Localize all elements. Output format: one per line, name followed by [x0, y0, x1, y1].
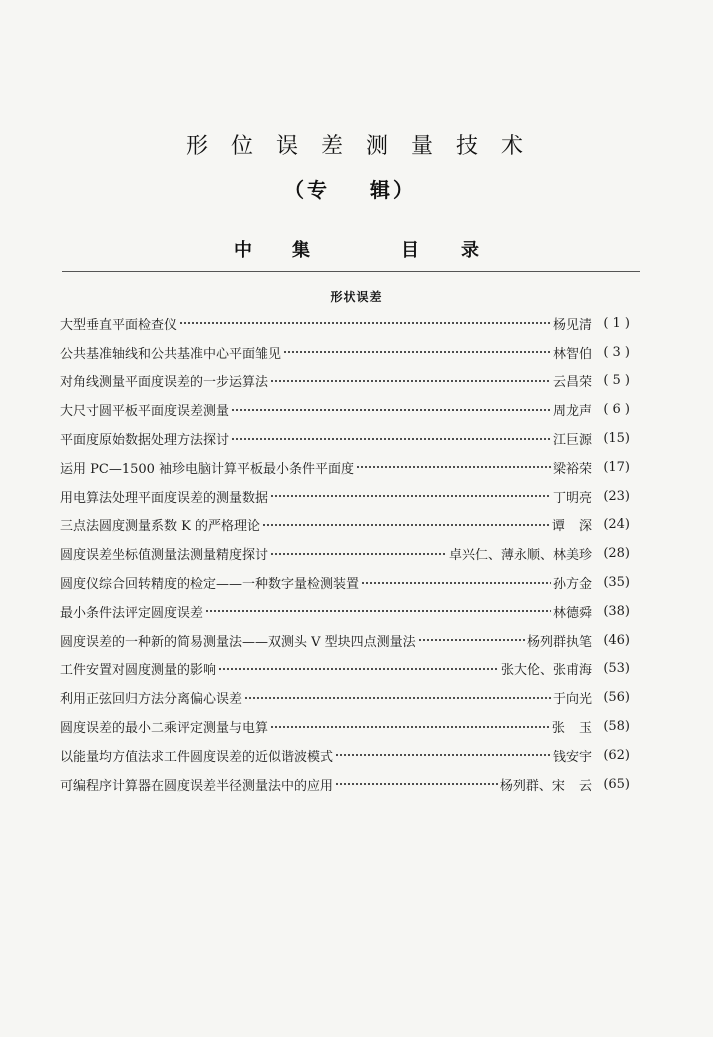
- toc-entry: [60, 770, 630, 799]
- entry-title: 公共基准轴线和公共基准中心平面雏见: [60, 346, 282, 362]
- entry-author: 孙方金: [552, 577, 592, 593]
- entry-title: 圆度误差的最小二乘评定测量与电算: [60, 721, 269, 737]
- entry-author: 江巨源: [552, 433, 592, 449]
- entry-author: 云昌荣: [552, 375, 592, 391]
- dot-leader: [335, 753, 551, 757]
- dot-leader: [356, 465, 551, 469]
- dot-leader: [270, 725, 550, 729]
- entry-page: (23): [603, 488, 630, 504]
- entry-author: 杨见清: [552, 317, 592, 333]
- dot-leader: [262, 523, 550, 527]
- entry-page: (46): [603, 632, 630, 648]
- volume-heading: 中集: [234, 240, 350, 261]
- dot-leader: [418, 638, 525, 642]
- entry-title: 利用正弦回归方法分离偏心误差: [60, 692, 243, 708]
- entry-author: 于向光: [552, 692, 592, 708]
- entry-page: (35): [603, 575, 630, 591]
- entry-author: 张大伦、张甫海: [500, 663, 592, 679]
- toc-entry: [60, 539, 630, 568]
- toc-entry: [60, 712, 630, 741]
- toc-entry: [60, 511, 630, 540]
- entry-title: 对角线测量平面度误差的一步运算法: [60, 375, 269, 391]
- entry-title: 三点法圆度测量系数 K 的严格理论: [60, 519, 260, 535]
- dot-leader: [218, 667, 499, 671]
- entry-author: 林德舜: [552, 605, 592, 621]
- entry-page: (65): [603, 776, 630, 792]
- toc-list: [60, 309, 630, 799]
- book-title: 形位误差测量技术: [186, 134, 547, 159]
- toc-entry: [60, 626, 630, 655]
- dot-leader: [335, 782, 498, 786]
- dot-leader: [270, 494, 551, 498]
- entry-author: 谭 深: [551, 519, 592, 535]
- entry-page: (17): [603, 459, 630, 475]
- entry-author: 张 玉: [551, 721, 592, 737]
- dot-leader: [231, 408, 551, 412]
- dot-leader: [270, 552, 447, 556]
- dot-leader: [244, 696, 551, 700]
- toc-entry: [60, 453, 630, 482]
- toc-entry: [60, 568, 630, 597]
- entry-page: (24): [603, 517, 630, 533]
- dot-leader: [231, 437, 551, 441]
- toc-entry: [60, 424, 630, 453]
- dot-leader: [283, 350, 551, 354]
- entry-page: (15): [603, 431, 630, 447]
- entry-title: 大型垂直平面检查仪: [60, 317, 178, 333]
- toc-entry: [60, 597, 630, 626]
- entry-title: 可编程序计算器在圆度误差半径测量法中的应用: [60, 778, 334, 794]
- toc-entry: [60, 683, 630, 712]
- entry-title: 圆度误差的一种新的简易测量法——双测头 V 型块四点测量法: [60, 634, 416, 650]
- entry-page: (62): [603, 747, 630, 763]
- entry-title: 运用 PC—1500 袖珍电脑计算平板最小条件平面度: [60, 461, 355, 477]
- entry-title: 圆度仪综合回转精度的检定——一种数字量检测装置: [60, 577, 360, 593]
- entry-page: ( 1 ): [603, 315, 630, 331]
- entry-title: 用电算法处理平面度误差的测量数据: [60, 490, 269, 506]
- toc-entry: [60, 741, 630, 770]
- toc-entry: [60, 655, 630, 684]
- dot-leader: [270, 379, 551, 383]
- toc-heading: 目录: [401, 240, 521, 261]
- entry-author: 林智伯: [552, 346, 592, 362]
- entry-author: 卓兴仁、薄永顺、林美珍: [448, 548, 592, 564]
- section-title: 形状误差: [330, 290, 383, 304]
- entry-author: 杨列群执笔: [526, 634, 592, 650]
- dot-leader: [361, 581, 551, 585]
- entry-page: (28): [603, 546, 630, 562]
- toc-entry: [60, 338, 630, 367]
- dot-leader: [205, 609, 551, 613]
- entry-page: ( 3 ): [603, 344, 630, 360]
- entry-author: 杨列群、宋 云: [499, 778, 592, 794]
- dot-leader: [179, 321, 551, 325]
- entry-page: (53): [603, 661, 630, 677]
- toc-entry: [60, 367, 630, 396]
- toc-entry: [60, 482, 630, 511]
- entry-title: 最小条件法评定圆度误差: [60, 605, 204, 621]
- toc-entry: [60, 309, 630, 338]
- entry-author: 丁明亮: [552, 490, 592, 506]
- entry-title: 平面度原始数据处理方法探讨: [60, 433, 230, 449]
- entry-author: 钱安宇: [552, 749, 592, 765]
- entry-author: 梁裕荣: [552, 461, 592, 477]
- entry-page: (56): [603, 690, 630, 706]
- entry-page: ( 5 ): [603, 373, 630, 389]
- toc-entry: [60, 395, 630, 424]
- entry-page: (58): [603, 719, 630, 735]
- entry-page: (38): [603, 603, 630, 619]
- entry-title: 工件安置对圆度测量的影响: [60, 663, 217, 679]
- entry-author: 周龙声: [552, 404, 592, 420]
- heading-divider: [62, 271, 640, 272]
- entry-title: 圆度误差坐标值测量法测量精度探讨: [60, 548, 269, 564]
- entry-title: 大尺寸圆平板平面度误差测量: [60, 404, 230, 420]
- entry-title: 以能量均方值法求工件圆度误差的近似谐波模式: [60, 749, 334, 765]
- book-subtitle: （专 辑）: [284, 178, 416, 202]
- entry-page: ( 6 ): [603, 402, 630, 418]
